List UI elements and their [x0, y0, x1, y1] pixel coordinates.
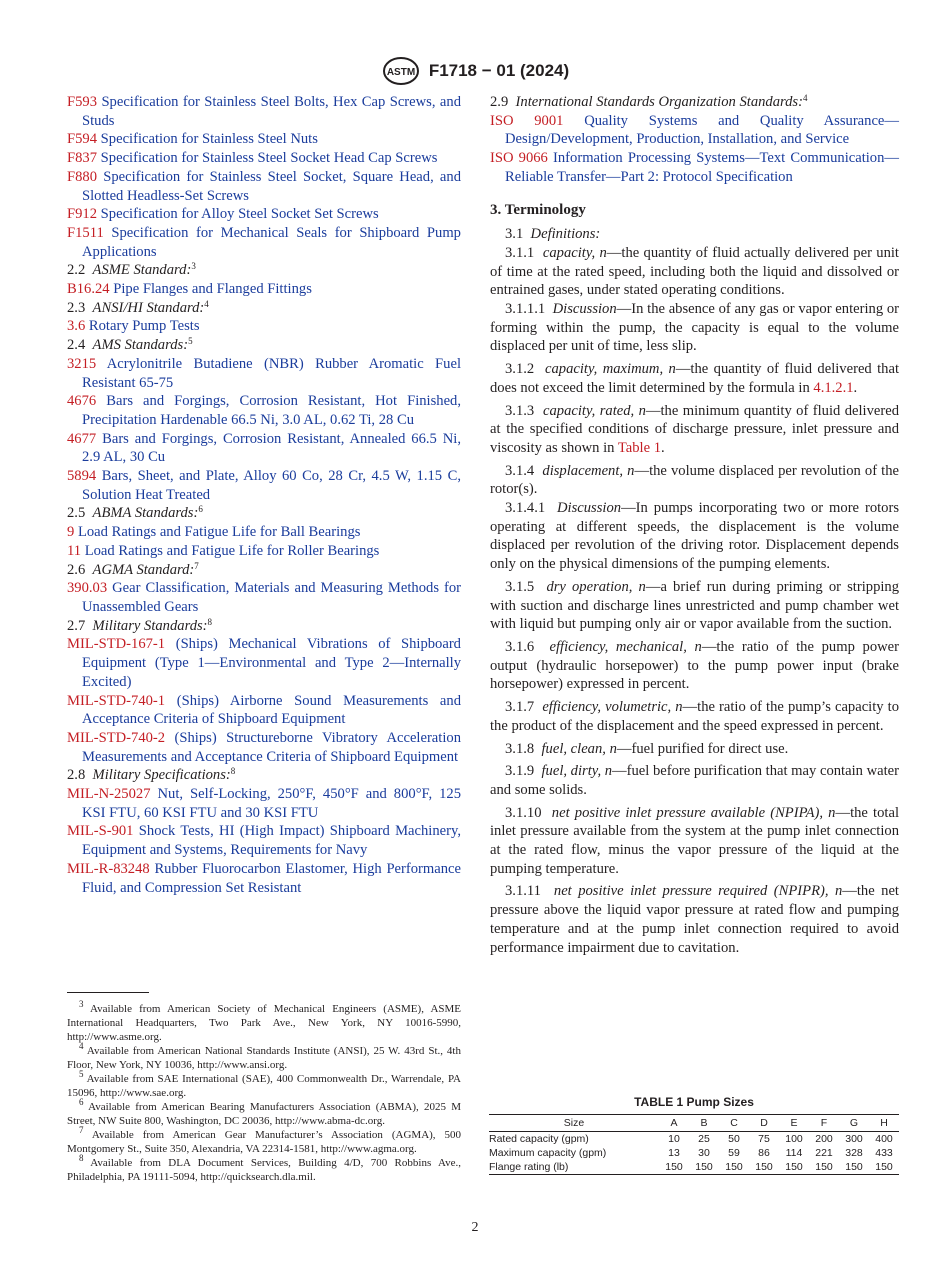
table-cell: Flange rating (lb): [489, 1160, 659, 1175]
footnote-text: Available from American Gear Manufacturer’s Association (AGMA), 500 Montgomery St., Suite 350, Alexandria, VA 22314-1581, http://www.agma.org.: [67, 1129, 461, 1155]
footnote-number: 3: [79, 999, 84, 1009]
page-number: 2: [471, 1220, 479, 1235]
table-caption: TABLE 1 Pump Sizes: [634, 1095, 754, 1109]
table-header-cell: F: [809, 1115, 839, 1132]
reference-item: [490, 149, 899, 186]
footnote: [67, 999, 461, 1044]
reference-code-link[interactable]: MIL-STD-740-2: [67, 729, 166, 746]
logo-text: ASTM: [386, 67, 415, 78]
reference-code-link[interactable]: MIL-N-25027: [67, 786, 151, 803]
right-column: [490, 93, 899, 957]
reference-code-link[interactable]: 3.6: [67, 318, 86, 335]
reference-item: [67, 392, 461, 429]
reference-list: [67, 785, 461, 897]
reference-title-link[interactable]: Pipe Flanges and Flanged Fittings: [113, 281, 312, 298]
table-header-cell: H: [869, 1115, 899, 1132]
table-cell: 150: [689, 1160, 719, 1175]
footnote-number: 8: [79, 1153, 84, 1163]
reference-code-link[interactable]: F594: [67, 131, 98, 148]
reference-title-link[interactable]: Bars and Forgings, Corrosion Resistant, Hot Finished, Precipitation Hardenable 66.5 Ni, 3.0 AL, 0.62 Ti, 28 Cu: [82, 393, 461, 428]
reference-code-link[interactable]: F593: [67, 94, 98, 110]
footnote-text: Available from American Society of Mechanical Engineers (ASME), ASME International Headquarters, Two Park Ave., New York, NY 10016-5990, http://www.asme.org.: [67, 1003, 461, 1043]
reference-code-link[interactable]: 390.03: [67, 580, 108, 597]
table-reference-link[interactable]: Table 1: [617, 439, 661, 456]
reference-title-link[interactable]: (Ships) Airborne Sound Measurements and Acceptance Criteria of Shipboard Equipment: [82, 692, 461, 728]
table-row: [489, 1132, 899, 1147]
footnote-number: 4: [79, 1041, 84, 1051]
reference-item: [67, 168, 461, 205]
reference-list: [490, 112, 899, 187]
definition-3-1-11: 3.1.11 net positive inlet pressure required (NPIPR), n—the net pressure above the liquid vapor pressure at rated flow and pumping temperature and at the pump inlet connection required to avoid performance impairment due to cavitation.: [490, 883, 899, 956]
definition-3-1-6: 3.1.6 efficiency, mechanical, n—the ratio of the pump power output (hydraulic horsepower) to the pump power input (brake horsepower) expressed in percent.: [490, 638, 899, 693]
table-cell: 221: [815, 1147, 833, 1159]
astm-logo-icon: [381, 56, 421, 86]
section-2-4: 2.4 AMS Standards:$^5$: [67, 336, 193, 354]
reference-item: [67, 523, 461, 542]
table-cell: Rated capacity (gpm): [489, 1133, 589, 1145]
section-2-2: 2.2 ASME Standard:$^3$: [67, 261, 196, 279]
table-header-cell: Size: [489, 1115, 659, 1132]
definition-3-1-1-1: 3.1.1.1 Discussion—In the absence of any gas or vapor entering or forming within the pump, the capacity is equal to the volume displaced per unit of time, less slip.: [490, 301, 899, 355]
table-cell: 13: [668, 1147, 680, 1159]
table-cell: 200: [815, 1133, 833, 1145]
table-cell: 114: [785, 1147, 803, 1159]
definition-3-1-9: 3.1.9 fuel, dirty, n—fuel before purification that may contain water and some solids.: [490, 763, 899, 798]
section-2-9: 2.9 International Standards Organization Standards:$^4$: [490, 93, 808, 110]
table-cell: 433: [875, 1147, 893, 1159]
table-cell: 50: [728, 1133, 740, 1145]
definition-3-1-2: 3.1.2 capacity, maximum, n—the quantity of fluid delivered that does not exceed the limit determined by the formula in 4.1.2.1.: [490, 361, 900, 396]
reference-code-link[interactable]: F912: [67, 206, 98, 223]
reference-item: [67, 149, 461, 168]
reference-item: [67, 355, 461, 392]
footnote: [67, 1125, 461, 1156]
definition-3-1-7: 3.1.7 efficiency, volumetric, n—the ratio of the pump’s capacity to the product of the displacement and the speed expressed in percent.: [490, 699, 900, 734]
footnote-number: 7: [79, 1125, 84, 1135]
reference-list: [67, 280, 461, 299]
reference-title-link[interactable]: (Ships) Mechanical Vibrations of Shipboard Equipment (Type 1—Environmental and Type 2—Internally Excited): [82, 636, 461, 690]
reference-item: [67, 822, 461, 859]
reference-item: [67, 785, 461, 822]
footnote-text: Available from American National Standards Institute (ANSI), 25 W. 43rd St., 4th Floor, New York, NY 10036, http://www.ansi.org.: [67, 1045, 461, 1071]
table-header-cell: C: [719, 1115, 749, 1132]
reference-title-link[interactable]: Bars and Forgings, Corrosion Resistant, Annealed 66.5 Ni, 2.9 AL, 30 Cu: [82, 430, 461, 466]
footnote: [67, 1153, 461, 1184]
reference-item: [67, 692, 461, 729]
reference-code-link[interactable]: 5894: [67, 468, 97, 485]
reference-code-link[interactable]: ISO 9001: [490, 112, 564, 129]
table-cell: 10: [668, 1133, 680, 1145]
reference-code-link[interactable]: MIL-R-83248: [67, 860, 150, 877]
footnote-text: Available from DLA Document Services, Building 4/D, 700 Robbins Ave., Philadelphia, PA 19111-5094, http://quicksearch.dla.mil.: [67, 1157, 461, 1183]
reference-code-link[interactable]: 4677: [67, 430, 97, 447]
footnote-number: 5: [79, 1069, 84, 1079]
table-header-cell: G: [839, 1115, 869, 1132]
definition-3-1-4-1: 3.1.4.1 Discussion—In pumps incorporating two or more rotors operating at different speeds, the displacement is the volume displaced per revolution of the driving rotor. Displacement depends only on the physical dimensions of the pumping elements.: [490, 500, 900, 573]
reference-item: [67, 93, 461, 130]
reference-item: [490, 112, 899, 149]
reference-item: [67, 224, 461, 261]
reference-list: [67, 317, 461, 336]
table-cell: 75: [758, 1133, 770, 1145]
reference-title-link[interactable]: Specification for Alloy Steel Socket Set Screws: [100, 206, 379, 223]
definition-3-1-10: 3.1.10 net positive inlet pressure available (NPIPA), n—the total inlet pressure available from the system at the pump inlet connection at the rated flow, minus the vapor pressure of the liquid at the pumping temperature.: [490, 804, 899, 877]
footnotes: [67, 999, 461, 1184]
reference-item: [67, 280, 461, 299]
footnote: [67, 1069, 461, 1100]
footnote: [67, 1097, 461, 1128]
reference-code-link[interactable]: MIL-STD-167-1: [67, 636, 166, 653]
reference-title-link[interactable]: Bars, Sheet, and Plate, Alloy 60 Co, 28 Cr, 4.5 W, 1.15 C, Solution Heat Treated: [82, 468, 461, 503]
reference-title-link[interactable]: Acrylonitrile Butadiene (NBR) Rubber Aromatic Fuel Resistant 65-75: [82, 355, 462, 391]
page-header: [0, 56, 950, 86]
reference-title-link[interactable]: (Ships) Structureborne Vibratory Acceleration Measurements and Acceptance Criteria of Shipboard Equipment: [82, 729, 461, 765]
definition-3-1-1: 3.1.1 capacity, n—the quantity of fluid actually delivered per unit of time at the rated speed, including both the liquid and dissolved or entrained gases, under stated operating conditions.: [490, 244, 899, 299]
reference-code-link[interactable]: 3215: [67, 355, 97, 372]
reference-item: [67, 635, 461, 691]
reference-item: [67, 205, 461, 224]
reference-title-link[interactable]: Specification for Stainless Steel Socket Head Cap Screws: [100, 150, 438, 167]
definition-3-1-4: 3.1.4 displacement, n—the volume displaced per revolution of the rotor(s).: [490, 462, 900, 498]
reference-title-link[interactable]: Specification for Stainless Steel Bolts, Hex Cap Screws, and Studs: [82, 94, 461, 129]
reference-title-link[interactable]: Gear Classification, Materials and Measuring Methods for Unassembled Gears: [82, 580, 461, 615]
table-cell: 150: [809, 1160, 839, 1175]
reference-list: [67, 355, 461, 505]
definition-3-1-8: 3.1.8 fuel, clean, n—fuel purified for direct use.: [505, 740, 789, 757]
table-header-row: [489, 1115, 899, 1132]
reference-item: [67, 467, 461, 504]
table-cell: 400: [875, 1133, 893, 1145]
reference-code-link[interactable]: F1511: [67, 224, 104, 241]
reference-list: [67, 523, 461, 560]
reference-code-link[interactable]: MIL-S-901: [67, 823, 134, 840]
table-cell: 300: [845, 1133, 863, 1145]
table-cell: 150: [779, 1160, 809, 1175]
section-2-8: 2.8 Military Specifications:$^8$: [67, 766, 236, 784]
footnote-text: Available from SAE International (SAE), 400 Commonwealth Dr., Warrendale, PA 15096, http://www.sae.org.: [67, 1073, 461, 1099]
table-cell: Maximum capacity (gpm): [489, 1147, 607, 1159]
reference-title-link[interactable]: Information Processing Systems—Text Communication—Reliable Transfer—Part 2: Protocol Specification: [505, 150, 899, 185]
table-cell: 59: [728, 1147, 740, 1159]
table-cell: 25: [698, 1133, 710, 1145]
reference-item: [67, 317, 461, 336]
reference-item: [67, 860, 461, 897]
table-row: [489, 1160, 899, 1175]
reference-title-link[interactable]: Nut, Self-Locking, 250°F, 450°F and 800°F, 125 KSI FTU, 60 KSI FTU and 30 KSI FTU: [82, 786, 461, 821]
footnote-text: Available from American Bearing Manufacturers Association (ABMA), 2025 M Street, NW Suite 800, Washington, DC 20036, http://www.abma-dc.org.: [67, 1101, 461, 1127]
table-header-cell: A: [659, 1115, 689, 1132]
table-header-cell: D: [749, 1115, 779, 1132]
table-cell: 150: [839, 1160, 869, 1175]
table-row: [489, 1146, 899, 1160]
reference-code-link[interactable]: F880: [67, 168, 98, 185]
left-column: [67, 93, 461, 897]
reference-list: [67, 635, 461, 766]
reference-title-link[interactable]: Specification for Stainless Steel Socket, Square Head, and Slotted Headless-Set Screws: [82, 168, 461, 204]
section-2-7: 2.7 Military Standards:$^8$: [67, 616, 213, 634]
table-cell: 150: [719, 1160, 749, 1175]
table-cell: 30: [698, 1147, 710, 1159]
terminology-heading: 3. Terminology: [490, 201, 586, 218]
reference-list: [67, 93, 461, 261]
reference-title-link[interactable]: Load Ratings and Fatigue Life for Ball Bearings: [77, 524, 361, 541]
table-cell: 100: [785, 1133, 803, 1145]
footnote-divider: [67, 992, 149, 993]
reference-code-link[interactable]: B16.24: [67, 281, 110, 298]
footnote-number: 6: [79, 1097, 84, 1107]
table-cell: 150: [869, 1160, 899, 1175]
reference-title-link[interactable]: Rotary Pump Tests: [88, 318, 200, 335]
reference-code-link[interactable]: F837: [67, 150, 98, 167]
table-cell: 150: [659, 1160, 689, 1175]
reference-title-link[interactable]: Rubber Fluorocarbon Elastomer, High Performance Fluid, and Compression Set Resistant: [82, 860, 461, 896]
section-2-5: 2.5 ABMA Standards:$^6$: [67, 504, 203, 522]
reference-item: [67, 729, 461, 766]
pump-sizes-table: [489, 1095, 899, 1175]
reference-list: [67, 579, 461, 616]
reference-title-link[interactable]: Shock Tests, HI (High Impact) Shipboard Machinery, Equipment and Systems, Requirements for Navy: [82, 823, 461, 859]
definition-3-1-5: 3.1.5 dry operation, n—a brief run during priming or stripping with suction and discharge lines unrestricted and pump chamber wet with liquid but pumping only air or vapor available from the suction.: [490, 578, 900, 633]
table-cell: 328: [845, 1147, 863, 1159]
section-2-3: 2.3 ANSI/HI Standard:$^4$: [67, 298, 209, 316]
table-header-cell: E: [779, 1115, 809, 1132]
footnote: [67, 1041, 461, 1072]
reference-title-link[interactable]: Specification for Mechanical Seals for Shipboard Pump Applications: [82, 224, 461, 260]
table-header-cell: B: [689, 1115, 719, 1132]
table-body: [489, 1132, 899, 1175]
table-cell: 150: [749, 1160, 779, 1175]
reference-item: [67, 130, 461, 149]
reference-title-link[interactable]: Quality Systems and Quality Assurance—Design/Development, Production, Installation, and Service: [505, 112, 899, 148]
reference-code-link[interactable]: 11: [67, 542, 82, 559]
reference-title-link[interactable]: Specification for Stainless Steel Nuts: [100, 131, 318, 148]
reference-code-link[interactable]: MIL-STD-740-1: [67, 692, 166, 709]
document-designation: F1718 − 01 (2024): [428, 61, 570, 80]
definition-3-1-3: 3.1.3 capacity, rated, n—the minimum quantity of fluid delivered at the specified conditions of discharge pressure, inlet pressure and viscosity as shown in Table 1.: [490, 402, 900, 456]
section-2-6: 2.6 AGMA Standard:$^7$: [67, 560, 199, 578]
definition-3-1: 3.1 Definitions:: [505, 226, 601, 243]
reference-item: [67, 430, 461, 467]
reference-item: [67, 542, 461, 561]
reference-code-link[interactable]: ISO 9066: [490, 150, 548, 167]
reference-title-link[interactable]: Load Ratings and Fatigue Life for Roller Bearings: [84, 542, 380, 559]
table-cell: 86: [758, 1147, 770, 1159]
reference-code-link[interactable]: 4676: [67, 393, 97, 410]
reference-code-link[interactable]: 9: [67, 524, 75, 541]
cross-reference-link[interactable]: 4.1.2.1: [813, 379, 854, 396]
reference-item: [67, 579, 461, 616]
